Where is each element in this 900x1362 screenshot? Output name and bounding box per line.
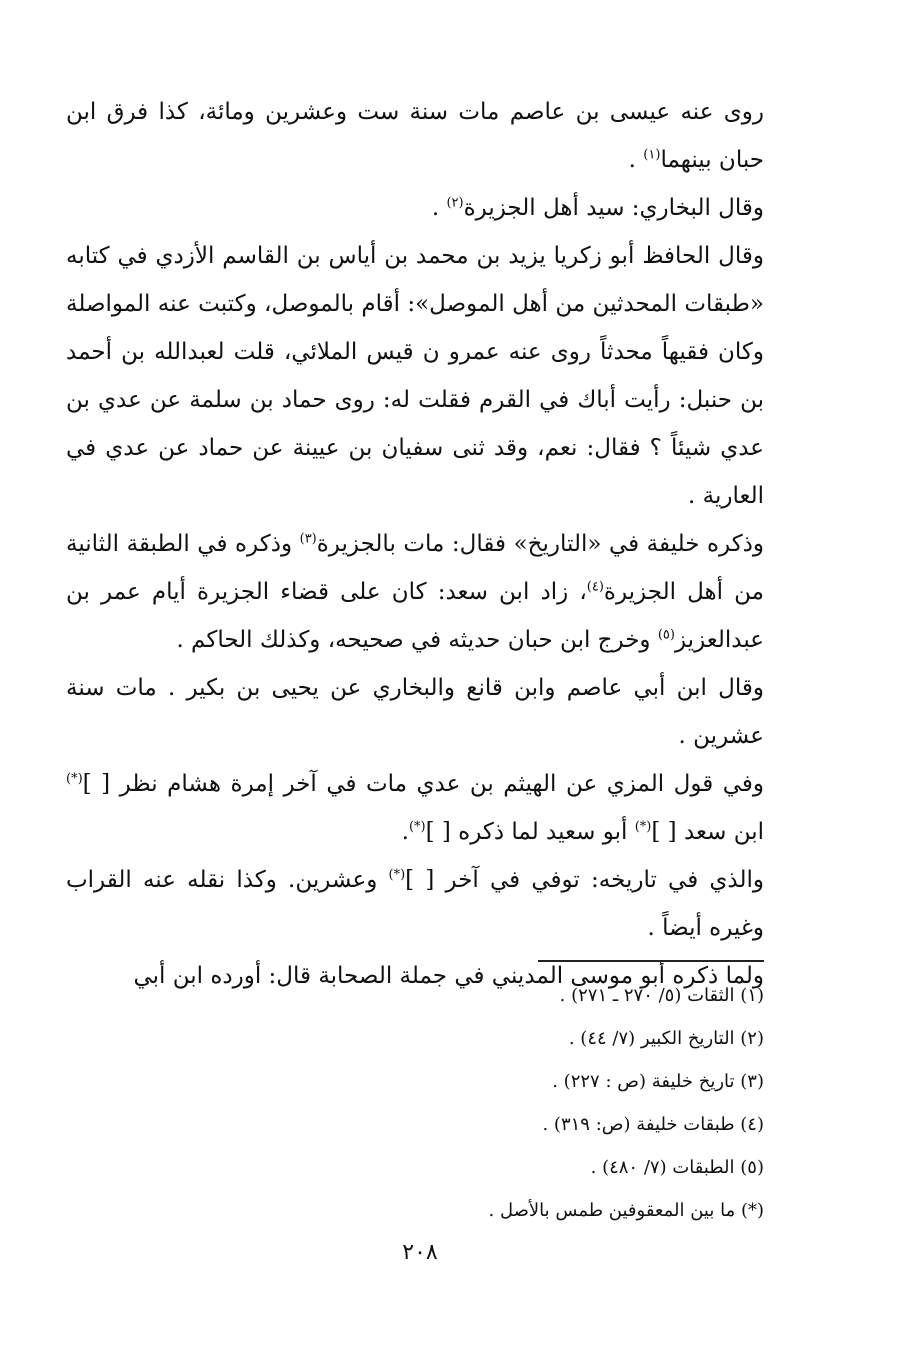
paragraph-text: وقال ابن أبي عاصم وابن قانع والبخاري عن يحيى بن بكير . مات سنة عشرين . — [66, 675, 764, 749]
footnote-ref: (٣) — [299, 531, 317, 547]
footnote-ref: (*) — [408, 819, 426, 835]
footnote-4: (٤) طبقات خليفة (ص: ٣١٩) . — [542, 1114, 764, 1135]
paragraph-text-after: وخرج ابن حبان حديثه في صحيحه، وكذلك الحاكم . — [176, 627, 658, 653]
paragraph-text-after: . — [431, 195, 447, 221]
page-body — [66, 88, 764, 1000]
footnote-ref: (*) — [634, 819, 652, 835]
paragraph-text: ، زاد ابن سعد: كان على قضاء الجزيرة أيام عمر بن عبدالعزيز — [66, 579, 764, 653]
paragraph-text: والذي في تاريخه: توفي في آخر [ ] — [405, 867, 765, 893]
paragraph-1 — [66, 88, 764, 184]
paragraph-7 — [66, 856, 764, 952]
paragraph-2 — [66, 184, 764, 232]
paragraph-text-after: وعشرين. وكذا نقله عنه القراب وغيره أيضاً . — [66, 867, 764, 941]
footnote-ref: (٢) — [446, 195, 464, 211]
paragraph-text: روى عنه عيسى بن عاصم مات سنة ست وعشرين ومائة، كذا فرق ابن حبان بينهما — [66, 99, 764, 173]
footnote-2: (٢) التاريخ الكبير (٧/ ٤٤) . — [568, 1028, 764, 1049]
paragraph-3 — [66, 232, 764, 520]
paragraph-text: أبو سعيد لما ذكره [ ] — [425, 819, 635, 845]
paragraph-4 — [66, 520, 764, 664]
paragraph-text-after: . — [628, 147, 644, 173]
footnote-ref: (*) — [388, 867, 406, 883]
paragraph-text: وذكره خليفة في «التاريخ» فقال: مات بالجزيرة — [316, 531, 765, 557]
paragraph-text-after: ابن سعد [ ] — [651, 819, 764, 845]
paragraph-text-after: وذكره في الطبقة الثانية من أهل الجزيرة — [66, 531, 764, 605]
paragraph-text: وقال البخاري: سيد أهل الجزيرة — [463, 195, 764, 221]
footnote-ref: (١) — [643, 147, 661, 163]
footnote-ref: (*) — [66, 771, 83, 787]
paragraph-text: وقال الحافظ أبو زكريا يزيد بن محمد بن أياس بن القاسم الأزدي في كتابه «طبقات المحدثين من أهل الموصل»: أقام بالموصل، وكتبت عنه المواصلة وكان فقيهاً محدثاً روى عنه عمرو ن قيس الملائي، قلت لعبدالله بن أحمد بن حنبل: رأيت أباك في القرم فقلت له: روى حماد بن سلمة عن عدي بن عدي شيئاً ؟ فقال: نعم، وقد ثنى سفيان بن عيينة عن حماد عن عدي في العارية . — [66, 243, 765, 509]
footnote-ref: (٤) — [586, 579, 604, 595]
paragraph-text-after: . — [401, 819, 409, 845]
footnote-divider — [538, 960, 764, 962]
footnote-3: (٣) تاريخ خليفة (ص : ٢٢٧) . — [552, 1071, 764, 1092]
main-text — [66, 88, 764, 1000]
page-number: ٢٠٨ — [402, 1240, 438, 1265]
footnotes — [264, 974, 764, 1232]
paragraph-text: ولما ذكره أبو موسى المديني في جملة الصحابة قال: أورده ابن أبي — [133, 963, 764, 989]
footnote-5: (٥) الطبقات (٧/ ٤٨٠) . — [590, 1157, 764, 1178]
footnote-star: (*) ما بين المعقوفين طمس بالأصل . — [488, 1200, 764, 1221]
paragraph-5 — [66, 664, 764, 760]
footnote-1: (١) الثقات (٥/ ٢٧٠ ـ ٢٧١) . — [559, 985, 764, 1006]
paragraph-text: وفي قول المزي عن الهيثم بن عدي مات في آخر إمرة هشام نظر [ ] — [82, 771, 764, 797]
footnote-ref: (٥) — [657, 627, 675, 643]
paragraph-6 — [66, 760, 764, 856]
